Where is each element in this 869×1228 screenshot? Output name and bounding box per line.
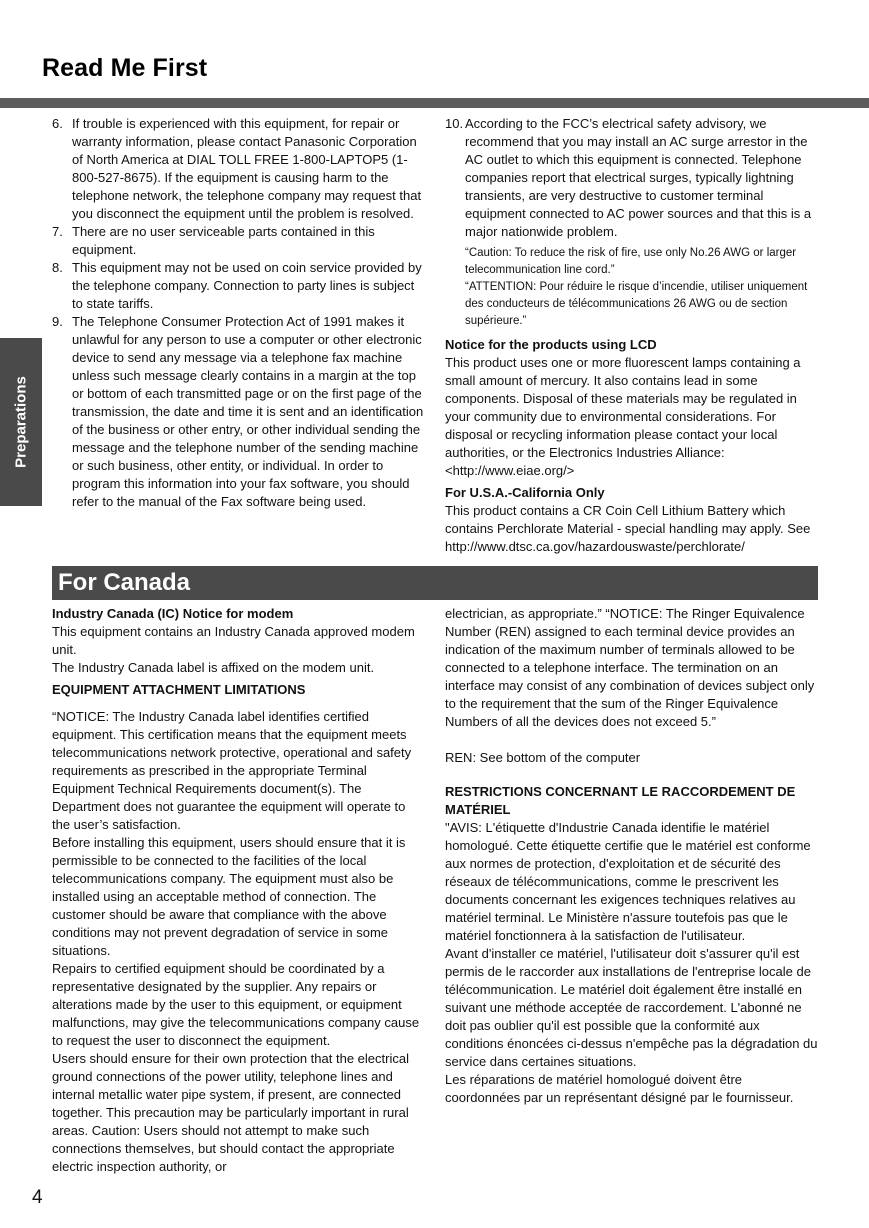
ic-label-text: The Industry Canada label is affixed on the modem unit.: [52, 660, 375, 675]
side-tab: [0, 338, 42, 506]
item-number: 6.: [52, 116, 63, 131]
bottom-left-column: [52, 605, 425, 1176]
notice-paragraph: “NOTICE: The Industry Canada label identifies certified equipment. This certification means that the equipment meets telecommunications network protective, operational and safety requirements as prescribed in the appropriate Terminal Equipment Technical Requirements document(s). The Department does not guarantee the equipment will operate to the user’s satisfaction.: [52, 709, 412, 832]
item-text: There are no user serviceable parts contained in this equipment.: [72, 224, 375, 257]
ic-text: This equipment contains an Industry Canada approved modem unit.: [52, 624, 415, 657]
top-right-column: [445, 115, 818, 556]
section-banner: For Canada: [52, 566, 818, 600]
caution-french: “ATTENTION: Pour réduire le risque d’incendie, utiliser uniquement des conducteurs de télécommunications 26 AWG ou de section supérieure.”: [465, 281, 808, 327]
notice-paragraph: Repairs to certified equipment should be coordinated by a representative designated by the supplier. Any repairs or alterations made by the user to this equipment, or equipment malfunctions, may give the telecommunications company cause to request the user to disconnect the equipment.: [52, 961, 420, 1048]
item-text: The Telephone Consumer Protection Act of 1991 makes it unlawful for any person to use a computer or other electronic device to send any message via a telephone fax machine unless such message clearly contains in a margin at the top or bottom of each transmitted page or on the first page of the transmission, the date and time it is sent and an identification of the business or other entry, or other individual sending the message and the telephone number of the sending machine or such business, other entity, or individual. In order to program this information into your fax software, you should refer to the manual of the Fax software being used.: [72, 314, 424, 509]
equipment-attachment-heading: EQUIPMENT ATTACHMENT LIMITATIONS: [52, 682, 306, 697]
item-number: 7.: [52, 224, 63, 239]
california-heading: For U.S.A.-California Only: [445, 485, 605, 500]
side-tab-label: Preparations: [12, 376, 30, 468]
item-text: According to the FCC’s electrical safety advisory, we recommend that you may install an AC surge arrestor in the AC outlet to which this equipment is connected. Telephone companies report that electrical surges, typically lightning transients, are very destructive to customer terminal equipment connected to AC power sources and that this is a major nationwide problem.: [465, 116, 812, 239]
title-rule: [0, 98, 869, 108]
list-item: [52, 223, 425, 259]
item-number: 9.: [52, 314, 63, 329]
french-notice-paragraph: Les réparations de matériel homologué doivent être coordonnées par un représentant désigné par le fournisseur.: [445, 1072, 794, 1105]
list-item: [445, 115, 818, 241]
item-number: 8.: [52, 260, 63, 275]
lcd-heading: Notice for the products using LCD: [445, 337, 657, 352]
ren-notice-text: electrician, as appropriate.” “NOTICE: The Ringer Equivalence Number (REN) assigned to each terminal device provides an indication of the maximum number of terminals allowed to be connected to a telephone interface. The termination on an interface may consist of any combination of devices subject only to the requirement that the sum of the Ringer Equivalence Numbers of all the devices does not exceed 5.”: [445, 606, 815, 729]
ic-heading: Industry Canada (IC) Notice for modem: [52, 606, 294, 621]
caution-block: [445, 245, 818, 330]
french-notice-paragraph: "AVIS: L'étiquette d'Industrie Canada identifie le matériel homologué. Cette étiquette certifie que le matériel est conforme aux normes de protection, d'exploitation et de sécurité des réseaux de télécommunications, comme le prescrivent les documents concernant les exigences techniques relatives au matériel terminal. Le Ministère n'assure toutefois pas que le matériel fonctionnera à la satisfaction de l'utilisateur.: [445, 820, 811, 943]
spacer: [445, 767, 818, 783]
french-notice-paragraph: Avant d'installer ce matériel, l'utilisateur doit s'assurer qu'il est permis de le raccorder aux installations de l'entreprise locale de télécommunication. Le matériel doit également être installé en suivant une méthode acceptée de raccordement. L'abonné ne doit pas oublier qu'il est possible que la conformité aux conditions énoncées ci-dessus n'empêche pas la dégradation du service dans certaines situations.: [445, 946, 818, 1069]
notice-paragraph: Before installing this equipment, users should ensure that it is permissible to be connected to the facilities of the local telecommunications company. The equipment must also be installed using an acceptable method of connection. The customer should be aware that compliance with the above conditions may not prevent degradation of service in some situations.: [52, 835, 406, 958]
list-item: [52, 259, 425, 313]
spacer: [445, 731, 818, 749]
french-restrictions-heading: RESTRICTIONS CONCERNANT LE RACCORDEMENT DE MATÉRIEL: [445, 784, 796, 817]
california-text: This product contains a CR Coin Cell Lithium Battery which contains Perchlorate Material - special handling may apply. See http://www.dtsc.ca.gov/hazardouswaste/perchlorate/: [445, 503, 811, 554]
page-title: Read Me First: [42, 54, 208, 82]
item-number: 10.: [445, 116, 464, 131]
bottom-right-column: [445, 605, 818, 1107]
numbered-list: [52, 115, 425, 511]
list-item: [52, 313, 425, 511]
page-number: 4: [32, 1187, 43, 1208]
top-left-column: [52, 115, 425, 511]
numbered-list: [445, 115, 818, 241]
list-item: [52, 115, 425, 223]
item-text: If trouble is experienced with this equipment, for repair or warranty information, please contact Panasonic Corporation of North America at DIAL TOLL FREE 1-800-LAPTOP5 (1-800-527-8675). If the equipment is causing harm to the telephone network, the telephone company may request that you disconnect the equipment until the problem is resolved.: [72, 116, 422, 221]
item-text: This equipment may not be used on coin service provided by the telephone company. Connection to party lines is subject to state tariffs.: [72, 260, 422, 311]
notice-paragraph: Users should ensure for their own protection that the electrical ground connections of the power utility, telephone lines and internal metallic water pipe system, if present, are connected together. This precaution may be particularly important in rural areas. Caution: Users should not attempt to make such connections themselves, but should contact the appropriate electric inspection authority, or: [52, 1051, 409, 1174]
lcd-text: This product uses one or more fluorescent lamps containing a small amount of mercury. It also contains lead in some components. Disposal of these materials may be regulated in your community due to environmental considerations. For disposal or recycling information please contact your local authorities, or the Electronics Industries Alliance: <http://www.eiae.org/>: [445, 355, 801, 478]
caution-english: “Caution: To reduce the risk of fire, use only No.26 AWG or larger telecommunication line cord.”: [465, 247, 797, 276]
ren-location-text: REN: See bottom of the computer: [445, 750, 641, 765]
